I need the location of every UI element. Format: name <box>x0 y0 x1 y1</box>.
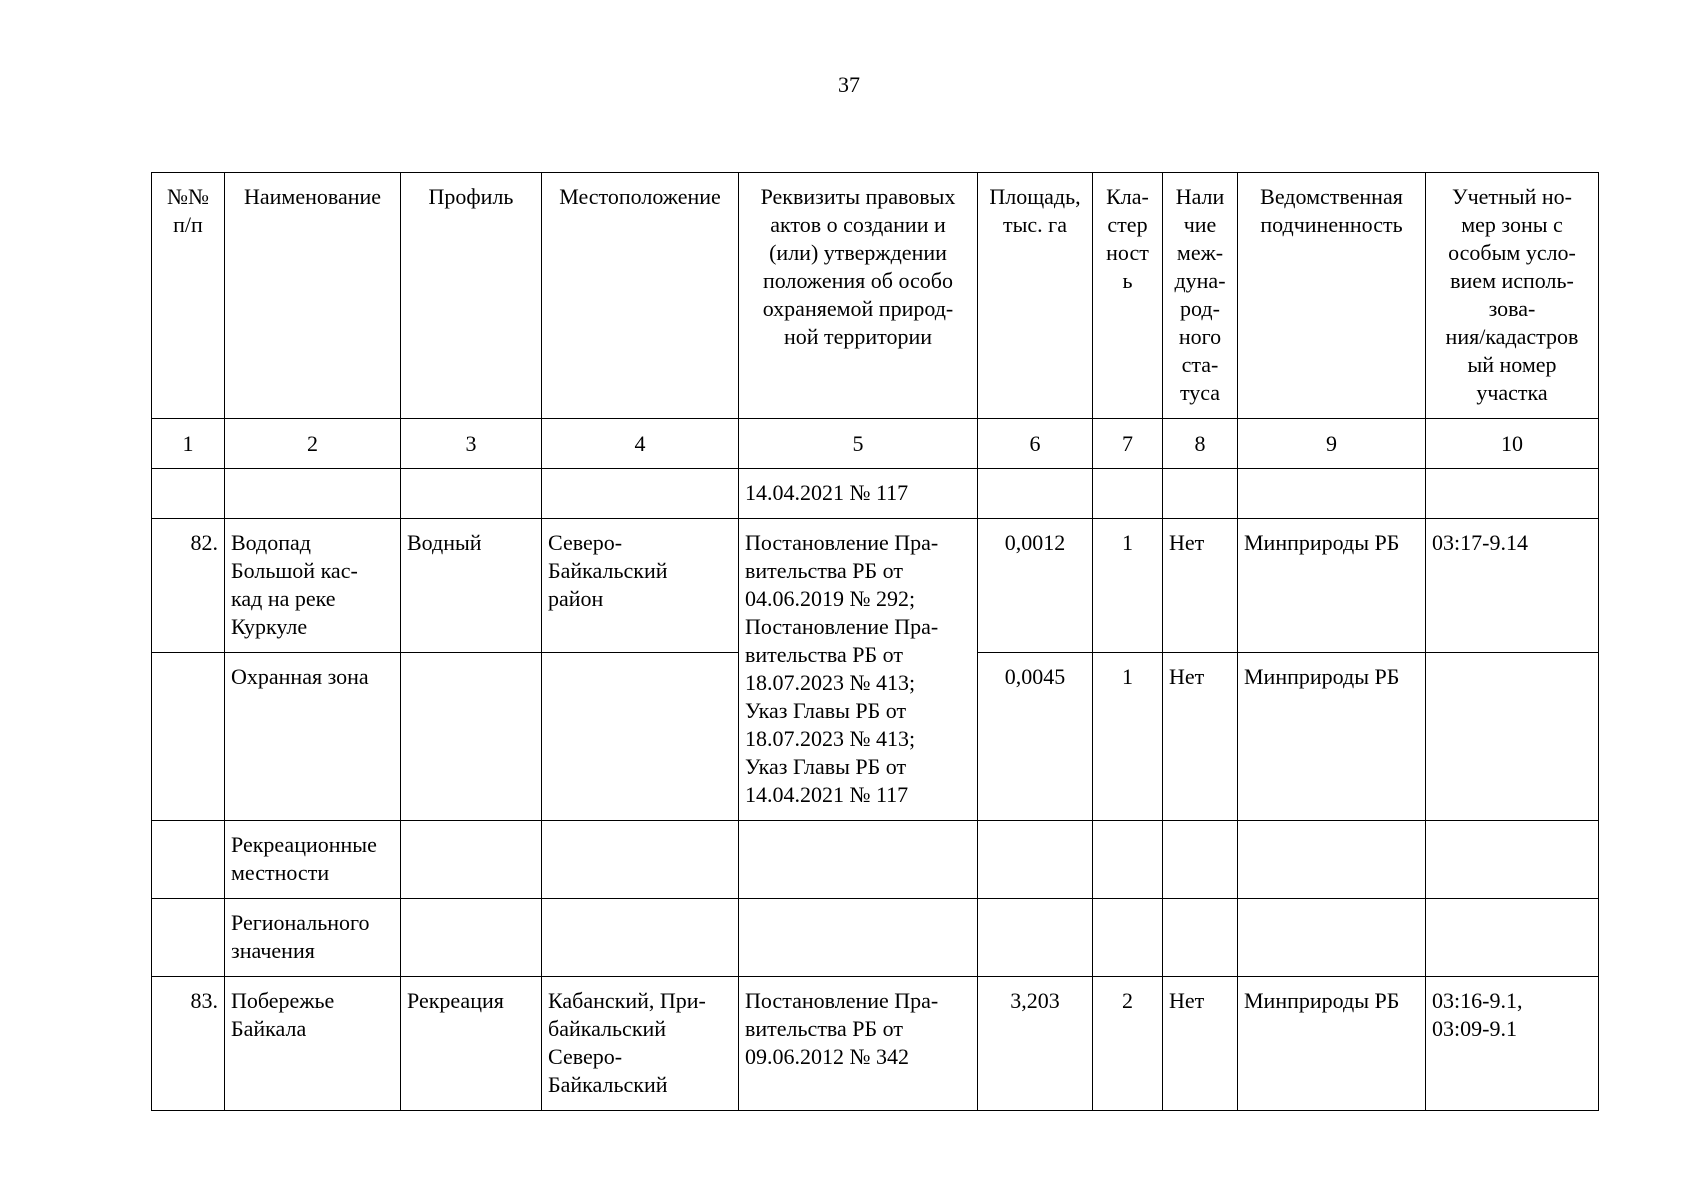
cluster-cell: 1 <box>1093 519 1163 653</box>
header-num: №№ п/п <box>152 173 225 419</box>
table-cell <box>1238 469 1426 519</box>
table-cell <box>1093 821 1163 899</box>
table-cell <box>152 821 225 899</box>
acts-cell: Постановление Пра- вительства РБ от 09.06.2012 № 342 <box>739 977 978 1111</box>
continuation-row <box>152 469 1599 519</box>
profile-cell: Рекреация <box>401 977 542 1111</box>
intl-status-cell: Нет <box>1163 977 1238 1111</box>
header-area: Площадь, тыс. га <box>978 173 1093 419</box>
header-row <box>152 173 1599 419</box>
section-row <box>152 821 1599 899</box>
section-title: Рекреационные местности <box>225 821 401 899</box>
table-cell <box>978 821 1093 899</box>
table-cell <box>542 821 739 899</box>
acts-cell: Постановление Пра- вительства РБ от 04.06.2019 № 292; Постановление Пра- вительства РБ от 18.07.2023 № 413; Указ Главы РБ от 18.07.2023 № 413; Указ Главы РБ от 14.04.2021 № 117 <box>739 519 978 821</box>
area-cell: 0,0012 <box>978 519 1093 653</box>
table-cell <box>542 469 739 519</box>
cluster-cell: 2 <box>1093 977 1163 1111</box>
table-row <box>152 519 1599 653</box>
protected-areas-table <box>151 172 1599 1111</box>
area-cell: 3,203 <box>978 977 1093 1111</box>
table-cell <box>401 653 542 821</box>
table-cell <box>1163 469 1238 519</box>
department-cell: Минприроды РБ <box>1238 653 1426 821</box>
name-cell: Водопад Большой кас- кад на реке Куркуле <box>225 519 401 653</box>
location-cell: Северо- Байкальский район <box>542 519 739 653</box>
header-intl-status: Нали чие меж- дуна- род- ного ста- туса <box>1163 173 1238 419</box>
header-acts: Реквизиты правовых актов о создании и (или) утверждении положения об особо охраняемой природ- ной территории <box>739 173 978 419</box>
column-number: 8 <box>1163 419 1238 469</box>
table-cell <box>152 653 225 821</box>
intl-status-cell: Нет <box>1163 519 1238 653</box>
department-cell: Минприроды РБ <box>1238 977 1426 1111</box>
section-row <box>152 899 1599 977</box>
column-number: 6 <box>978 419 1093 469</box>
intl-status-cell: Нет <box>1163 653 1238 821</box>
table-cell <box>542 899 739 977</box>
column-number: 7 <box>1093 419 1163 469</box>
header-name: Наименование <box>225 173 401 419</box>
area-cell: 0,0045 <box>978 653 1093 821</box>
table-cell <box>401 821 542 899</box>
cadastral-cell: 03:17-9.14 <box>1426 519 1599 653</box>
cluster-cell: 1 <box>1093 653 1163 821</box>
column-numbers-row <box>152 419 1599 469</box>
table-cell <box>1238 899 1426 977</box>
table-cell <box>1426 821 1599 899</box>
column-number: 9 <box>1238 419 1426 469</box>
acts-cell: 14.04.2021 № 117 <box>739 469 978 519</box>
name-cell: Побережье Байкала <box>225 977 401 1111</box>
cadastral-cell: 03:16-9.1, 03:09-9.1 <box>1426 977 1599 1111</box>
row-number: 83. <box>152 977 225 1111</box>
table-cell <box>1163 821 1238 899</box>
column-number: 10 <box>1426 419 1599 469</box>
table-cell <box>1238 821 1426 899</box>
header-department: Ведомственная подчиненность <box>1238 173 1426 419</box>
table-row <box>152 977 1599 1111</box>
table-cell <box>1426 899 1599 977</box>
table-cell <box>739 899 978 977</box>
header-profile: Профиль <box>401 173 542 419</box>
table-cell <box>152 469 225 519</box>
table-cell <box>1163 899 1238 977</box>
table-cell <box>1426 469 1599 519</box>
table-cell <box>1093 899 1163 977</box>
department-cell: Минприроды РБ <box>1238 519 1426 653</box>
table-cell <box>225 469 401 519</box>
table-cell <box>978 899 1093 977</box>
table-cell <box>152 899 225 977</box>
table-cell <box>1426 653 1599 821</box>
header-cluster: Кла- стер ност ь <box>1093 173 1163 419</box>
column-number: 4 <box>542 419 739 469</box>
table-cell <box>401 469 542 519</box>
page-number: 37 <box>838 72 860 97</box>
table-cell <box>978 469 1093 519</box>
table-cell <box>542 653 739 821</box>
column-number: 1 <box>152 419 225 469</box>
header-cadastral: Учетный но- мер зоны с особым усло- вием исполь- зова- ния/кадастров ый номер участка <box>1426 173 1599 419</box>
column-number: 3 <box>401 419 542 469</box>
table-cell <box>1093 469 1163 519</box>
table-cell <box>401 899 542 977</box>
table-cell <box>739 821 978 899</box>
row-number: 82. <box>152 519 225 653</box>
header-location: Местоположение <box>542 173 739 419</box>
name-cell: Охранная зона <box>225 653 401 821</box>
location-cell: Кабанский, При- байкальский Северо- Байкальский <box>542 977 739 1111</box>
profile-cell: Водный <box>401 519 542 653</box>
section-title: Регионального значения <box>225 899 401 977</box>
column-number: 2 <box>225 419 401 469</box>
column-number: 5 <box>739 419 978 469</box>
